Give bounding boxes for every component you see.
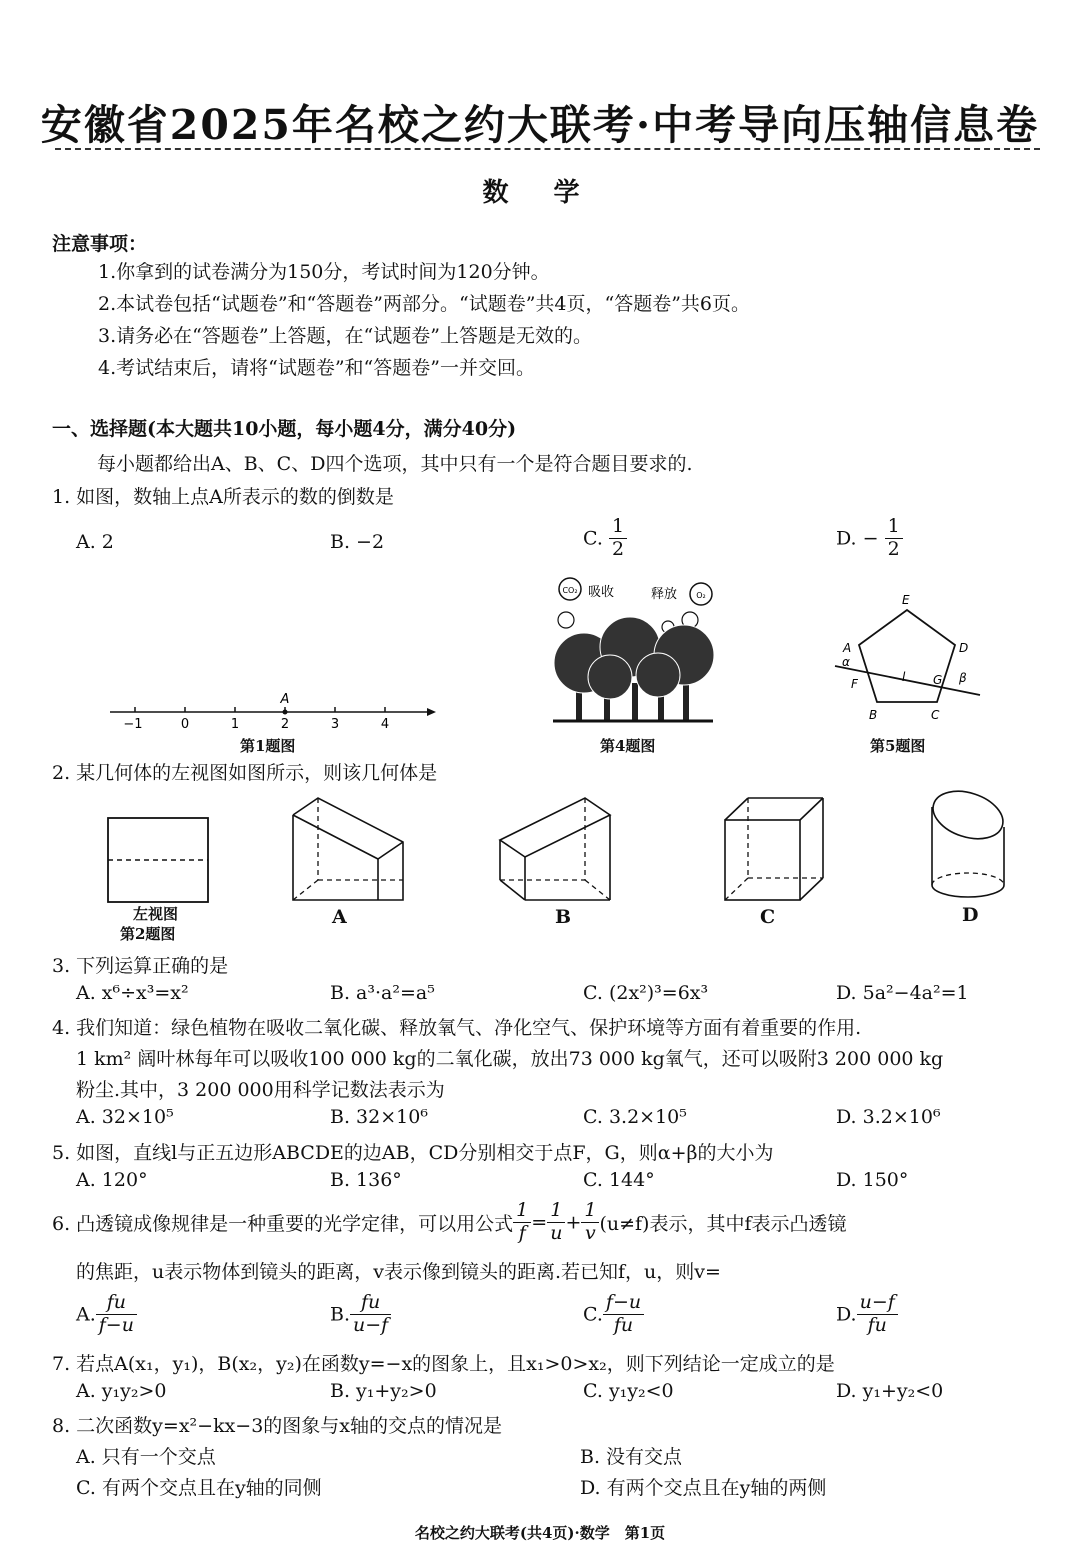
q1-option-d-label: D. − [836,527,879,550]
subject-heading: 数 学 [482,178,598,208]
q7-option-c: C. y₁y₂<0 [583,1380,674,1402]
q4-option-d: D. 3.2×10⁶ [836,1106,941,1128]
q3-option-a: A. x⁶÷x³=x² [76,982,189,1004]
fig2-caption: 第2题图 [120,925,176,943]
title-divider [55,148,1040,150]
vertex-e: E [902,593,910,607]
q6-stem-line1 [52,1200,847,1245]
q6-stem-pre: 6. 凸透镜成像规律是一种重要的光学定律，可以用公式 [52,1212,514,1235]
tick-label: −1 [123,717,143,732]
q5-option-d: D. 150° [836,1169,909,1191]
q1-option-b: B. −2 [330,531,385,553]
q6-option-b-fraction: $\frac{fu}{u-f}$ [350,1292,391,1337]
q8-option-c: C. 有两个交点且在y轴的同侧 [76,1477,322,1499]
q3-option-d: D. 5a²−4a²=1 [836,982,969,1004]
q5-option-b: B. 136° [330,1169,402,1191]
q8-option-a: A. 只有一个交点 [76,1446,216,1468]
q2-option-c: C [760,906,776,928]
q3-option-c: C. (2x²)³=6x³ [583,982,709,1004]
q5-stem: 5. 如图，直线l与正五边形ABCDE的边AB，CD分别相交于点F，G，则α+β的大小为 [52,1142,774,1164]
notice-item: 3.请务必在“答题卷”上答题，在“试题卷”上答题是无效的。 [98,325,592,347]
q6-stem-post: (u≠f)表示，其中f表示凸透镜 [599,1212,847,1235]
q4-stem-line3: 粉尘.其中，3 200 000用科学记数法表示为 [76,1079,445,1101]
solid-c-figure [720,795,830,905]
page-footer: 名校之约大联考(共4页)·数学 第1页 [414,1524,666,1542]
q6-option-d: D. $\frac{u-f}{fu}$ [836,1292,898,1337]
release-label: 释放 [651,587,678,602]
tick-label: 2 [280,717,290,732]
vertex-d: D [959,641,969,655]
q1-option-c-label: C. [583,527,603,550]
q7-option-b: B. y₁+y₂>0 [330,1380,437,1402]
left-view-figure [105,815,215,905]
vertex-c: C [931,708,940,722]
point-a-dot [283,710,288,715]
q1-option-c [583,516,627,561]
trees-figure [548,575,728,730]
q1-option-d [836,516,903,561]
pentagon-figure [825,588,985,733]
q2-option-a: A [332,906,347,928]
point-g: G [933,673,943,687]
line-l: l [902,670,906,684]
q6-option-a-fraction: $\frac{fu}{f-u}$ [96,1292,137,1337]
section-heading: 一、选择题(本大题共10小题，每小题4分，满分40分) [52,418,517,440]
q4-option-c: C. 3.2×10⁵ [583,1106,687,1128]
q3-stem: 3. 下列运算正确的是 [52,955,229,977]
angle-beta: β [959,671,967,685]
solid-a-figure [288,795,413,905]
vertex-b: B [869,708,878,722]
fig1-caption: 第1题图 [240,737,296,755]
notice-item: 4.考试结束后，请将“试题卷”和“答题卷”一并交回。 [98,357,535,379]
q6-fraction-v: $\frac{1}{v}$ [581,1200,599,1245]
q5-option-c: C. 144° [583,1169,655,1191]
q2-stem: 2. 某几何体的左视图如图所示，则该几何体是 [52,762,438,784]
q3-option-b: B. a³·a²=a⁵ [330,982,435,1004]
fig5-caption: 第5题图 [870,737,926,755]
solid-d-figure [925,785,1015,910]
tick-label: 1 [230,717,240,732]
q1-option-c-fraction: $\frac{1}{2}$ [609,516,627,561]
q5-option-a: A. 120° [76,1169,148,1191]
vertex-a: A [843,641,852,655]
tick-label: 4 [380,717,390,732]
tick-label: 3 [330,717,340,732]
notice-item: 1.你拿到的试卷满分为150分，考试时间为120分钟。 [98,261,550,283]
point-a-label: A [280,692,290,707]
q6-equals: = [531,1211,548,1234]
q6-fraction-u: $\frac{1}{u}$ [547,1200,565,1245]
solid-b-figure [495,795,620,905]
q8-option-b: B. 没有交点 [580,1446,683,1468]
q2-option-d: D [962,904,979,926]
q2-option-b: B [555,906,572,928]
q8-stem: 8. 二次函数y=x²−kx−3的图象与x轴的交点的情况是 [52,1415,503,1437]
q8-option-d: D. 有两个交点且在y轴的两侧 [580,1477,827,1499]
q4-option-b: B. 32×10⁶ [330,1106,428,1128]
q7-stem: 7. 若点A(x₁，y₁)，B(x₂，y₂)在函数y=−x的图象上，且x₁>0>x₂，则下列结论一定成立的是 [52,1353,835,1375]
q6-option-b: B. $\frac{fu}{u-f}$ [330,1292,391,1337]
notice-item: 2.本试卷包括“试题卷”和“答题卷”两部分。“试题卷”共4页，“答题卷”共6页。 [98,293,751,315]
q1-stem: 1. 如图，数轴上点A所表示的数的倒数是 [52,486,394,508]
number-line-figure [100,690,450,740]
absorb-label: 吸收 [588,585,615,600]
q6-option-a: A. $\frac{fu}{f-u}$ [76,1292,137,1337]
point-f: F [851,677,858,691]
o2-label: O₂ [696,591,706,600]
q6-plus: + [565,1211,582,1234]
q1-option-a: A. 2 [76,531,114,553]
notice-heading: 注意事项： [52,233,148,255]
q4-stem-line1: 4. 我们知道：绿色植物在吸收二氧化碳、释放氧气、净化空气、保护环境等方面有着重要的作用. [52,1017,862,1039]
q4-option-a: A. 32×10⁵ [76,1106,174,1128]
angle-alpha: α [842,655,850,669]
q7-option-a: A. y₁y₂>0 [76,1380,167,1402]
q6-option-d-fraction: $\frac{u-f}{fu}$ [857,1292,898,1337]
q7-option-d: D. y₁+y₂<0 [836,1380,944,1402]
q4-stem-line2: 1 km² 阔叶林每年可以吸收100 000 kg的二氧化碳，放出73 000 kg氧气，还可以吸附3 200 000 kg [76,1048,944,1070]
section-instruction: 每小题都给出A、B、C、D四个选项，其中只有一个是符合题目要求的. [97,453,693,475]
q1-option-d-fraction: $\frac{1}{2}$ [885,516,903,561]
tick-label: 0 [180,717,190,732]
q6-fraction-f: $\frac{1}{f}$ [513,1200,531,1245]
left-view-label: 左视图 [133,905,179,923]
q6-stem-line2: 的焦距，u表示物体到镜头的距离，v表示像到镜头的距离.若已知f，u，则v= [76,1261,721,1283]
q6-option-c-fraction: $\frac{f-u}{fu}$ [603,1292,644,1337]
fig4-caption: 第4题图 [600,737,656,755]
exam-title: 安徽省2025年名校之约大联考·中考导向压轴信息卷 [40,101,1040,149]
co2-label: CO₂ [562,586,578,595]
q6-option-c: C. $\frac{f-u}{fu}$ [583,1292,644,1337]
